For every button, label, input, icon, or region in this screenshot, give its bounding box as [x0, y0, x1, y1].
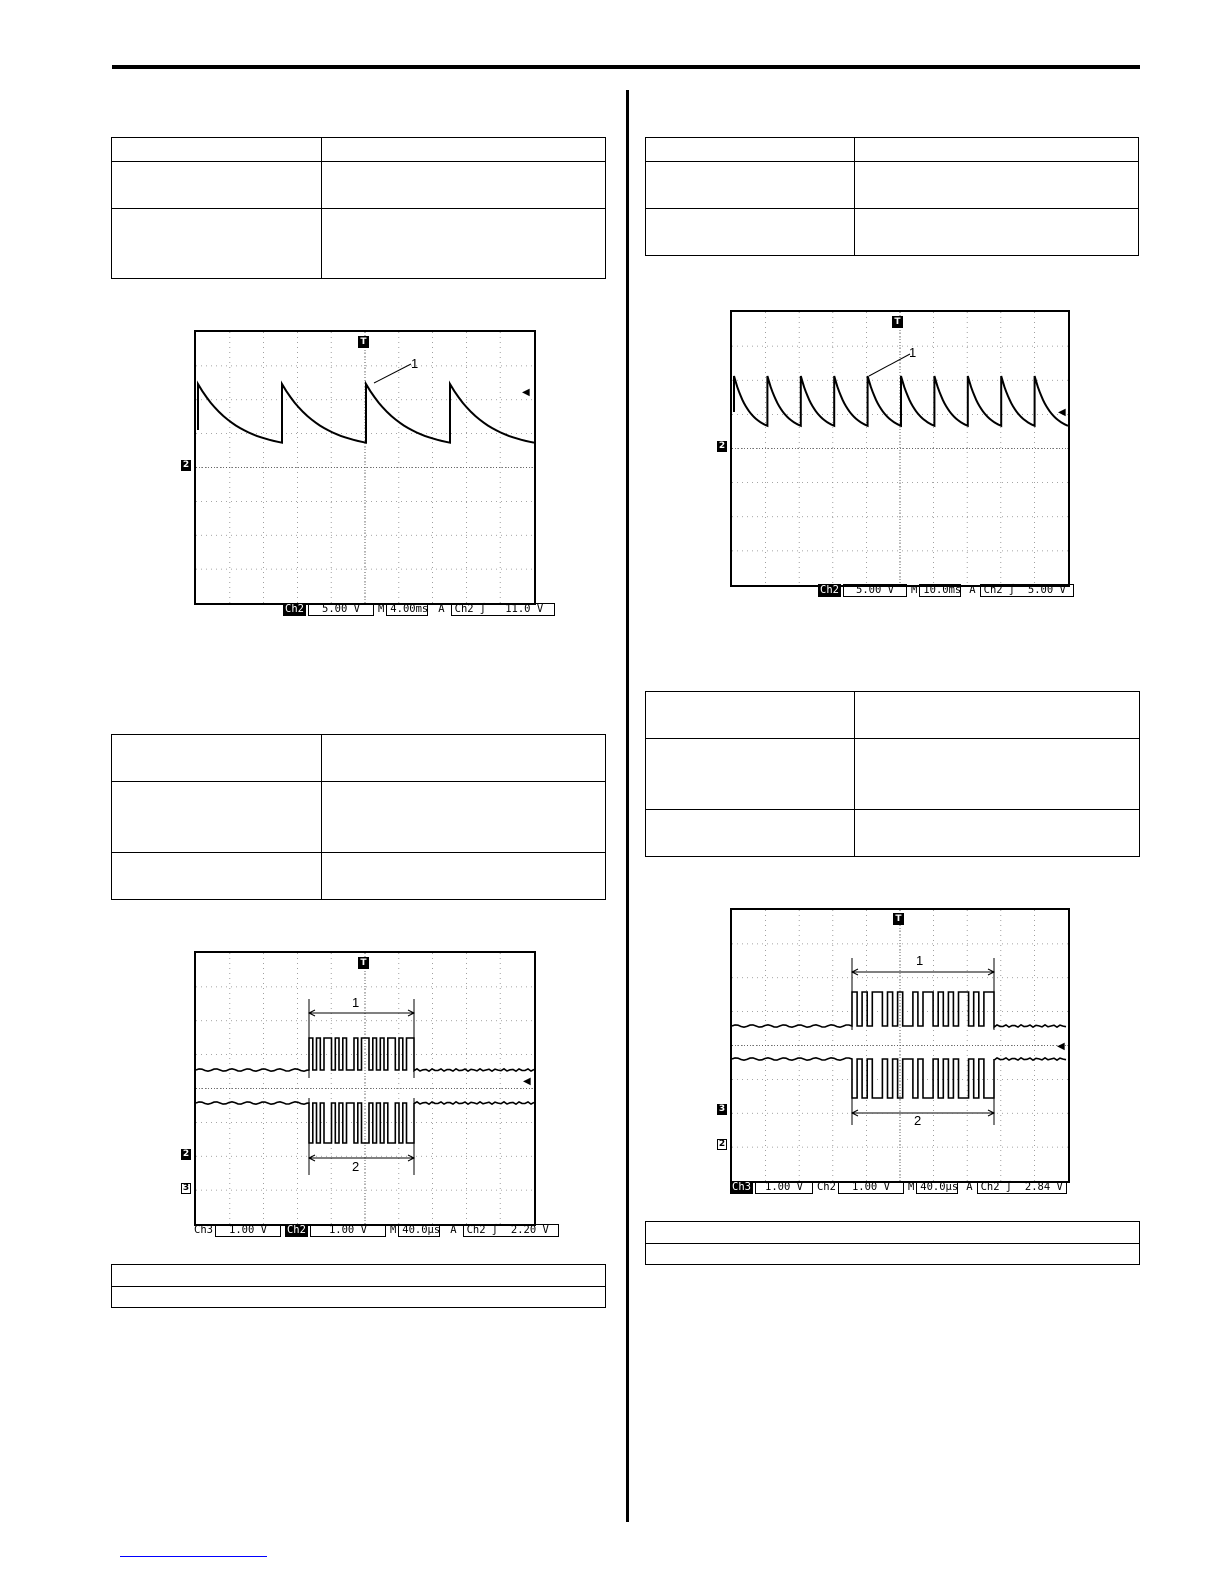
scope-trace-svg: [732, 312, 1068, 585]
table-cell: [322, 853, 606, 900]
table-cell: [855, 138, 1139, 162]
trigger-prefix: A: [450, 1224, 457, 1236]
scope-status-bar: [194, 1224, 563, 1237]
table-cell: [322, 735, 606, 782]
table-cell: [112, 1287, 606, 1308]
scope-status-bar: [818, 584, 1078, 597]
channel-label: Ch2: [820, 584, 839, 596]
table-cell: [322, 782, 606, 853]
trigger-channel: Ch2: [466, 1224, 486, 1236]
timebase-prefix: M: [910, 584, 918, 596]
table-cell: [112, 1265, 606, 1287]
table-cell: [855, 209, 1139, 256]
trigger-channel: Ch2: [980, 1181, 1000, 1193]
time-per-div: 10.0ms: [919, 584, 961, 597]
scope-trace-svg: [196, 953, 534, 1224]
trigger-slope-icon: ∫: [491, 1224, 499, 1236]
table-cell: [112, 853, 322, 900]
trigger-slope-icon: ∫: [479, 603, 487, 615]
trigger-setting: [451, 603, 555, 616]
trigger-marker: T: [358, 336, 369, 348]
callout-1: 1: [411, 356, 419, 371]
table-left-middle: [111, 734, 606, 900]
trigger-slope-icon: ∫: [1005, 1181, 1013, 1193]
trigger-slope-icon: ∫: [1008, 584, 1016, 596]
scope-trace-svg: [196, 332, 534, 603]
signal-trace-upper: [732, 992, 1066, 1027]
footer-link-underline[interactable]: [120, 1556, 267, 1557]
column-divider: [626, 90, 629, 1522]
table-cell: [646, 162, 855, 209]
trigger-channel: Ch2: [983, 584, 1003, 596]
callout-2: 2: [914, 1113, 922, 1128]
table-cell: [112, 735, 322, 782]
table-cell: [112, 162, 322, 209]
trigger-level-arrow-icon: ◀: [522, 387, 530, 398]
volts-per-div: 5.00 V: [843, 584, 907, 597]
time-per-div: 40.0µs: [916, 1181, 958, 1194]
sawtooth-trace: [734, 376, 1068, 426]
channel-2-marker: 2: [182, 460, 190, 470]
callout-1: 1: [352, 995, 360, 1010]
table-left-bottom: [111, 1264, 606, 1308]
trigger-prefix: A: [438, 603, 445, 615]
trigger-setting: [980, 584, 1074, 597]
trigger-level: 2.84 V: [1024, 1181, 1063, 1193]
table-cell: [322, 138, 606, 162]
trigger-level-arrow-icon: ◀: [1058, 407, 1066, 418]
scope-status-bar: [283, 603, 559, 616]
table-cell: [322, 162, 606, 209]
oscilloscope-screen-2: [730, 310, 1070, 587]
volts-per-div: 5.00 V: [308, 603, 374, 616]
channel-3-marker: 3: [718, 1104, 726, 1114]
trigger-setting: [977, 1181, 1067, 1194]
channel-label: Ch2: [285, 603, 304, 615]
callout-2: 2: [352, 1159, 360, 1174]
table-cell: [322, 209, 606, 279]
trigger-level: 2.20 V: [510, 1224, 549, 1236]
sawtooth-trace: [198, 384, 534, 443]
table-cell: [646, 138, 855, 162]
trigger-marker: T: [358, 957, 369, 969]
channel-2-volts: 1.00 V: [838, 1181, 904, 1194]
trigger-setting: [463, 1224, 559, 1237]
table-cell: [112, 209, 322, 279]
table-cell: [855, 810, 1140, 857]
channel-3-volts: 1.00 V: [755, 1181, 813, 1194]
table-cell: [646, 739, 855, 810]
channel-2-label: Ch2: [816, 1181, 836, 1193]
channel-3-label: Ch3: [194, 1224, 213, 1236]
table-left-top: [111, 137, 606, 279]
table-cell: [646, 1244, 1140, 1265]
trigger-marker: T: [893, 913, 904, 925]
table-right-bottom: [645, 1221, 1140, 1265]
table-cell: [646, 692, 855, 739]
trigger-level-arrow-icon: ◀: [1057, 1041, 1065, 1052]
trigger-marker: T: [892, 316, 903, 328]
trigger-level-arrow-icon: ◀: [523, 1076, 531, 1087]
signal-trace-lower: [732, 1058, 1066, 1098]
trigger-level: 11.0 V: [505, 603, 544, 615]
time-per-div: 4.00ms: [386, 603, 428, 616]
table-cell: [855, 162, 1139, 209]
table-cell: [646, 810, 855, 857]
table-cell: [646, 1222, 1140, 1244]
channel-3-volts: 1.00 V: [215, 1224, 281, 1237]
scope-status-bar: [730, 1181, 1071, 1194]
scope-trace-svg: [732, 910, 1068, 1181]
callout-1: 1: [909, 345, 917, 360]
time-per-div: 40.0µs: [398, 1224, 440, 1237]
timebase-prefix: M: [377, 603, 385, 615]
table-right-middle: [645, 691, 1140, 857]
table-cell: [855, 739, 1140, 810]
oscilloscope-screen-3: [194, 951, 536, 1226]
channel-2-marker: 2: [718, 441, 726, 451]
callout-1: 1: [916, 953, 924, 968]
channel-2-marker: 2: [182, 1149, 190, 1159]
table-cell: [112, 782, 322, 853]
table-cell: [855, 692, 1140, 739]
table-cell: [646, 209, 855, 256]
oscilloscope-screen-1: [194, 330, 536, 605]
timebase-prefix: M: [389, 1224, 397, 1236]
trigger-level: 5.00 V: [1027, 584, 1066, 596]
callout-leader-line: [374, 364, 411, 383]
channel-2-label: Ch2: [286, 1224, 306, 1236]
table-right-top: [645, 137, 1139, 256]
trigger-channel: Ch2: [454, 603, 474, 615]
table-cell: [112, 138, 322, 162]
channel-2-marker: 2: [718, 1139, 726, 1149]
callout-leader-line: [869, 354, 910, 376]
channel-3-label: Ch3: [732, 1181, 751, 1193]
trigger-prefix: A: [966, 1181, 973, 1193]
channel-3-marker: 3: [182, 1183, 190, 1193]
header-rule: [112, 65, 1140, 69]
timebase-prefix: M: [907, 1181, 915, 1193]
channel-2-volts: 1.00 V: [310, 1224, 386, 1237]
trigger-prefix: A: [969, 584, 976, 596]
oscilloscope-screen-4: [730, 908, 1070, 1183]
